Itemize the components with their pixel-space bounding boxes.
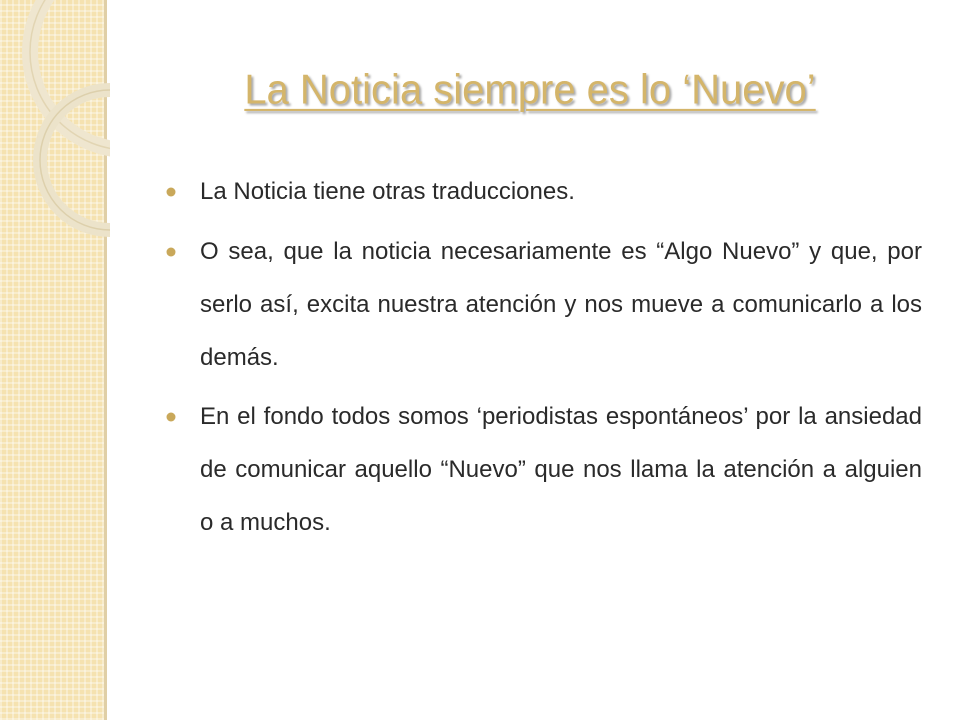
bullet-item (200, 165, 922, 218)
bullet-text: O sea, que la noticia necesariamente es “Algo Nuevo” y que, por serlo así, excita nuestra atención y nos mueve a comunicarlo a los demás. (200, 238, 922, 371)
round-bullet-icon (166, 412, 176, 422)
bullet-item (200, 225, 922, 384)
slide-title: La Noticia siempre es lo ‘Nuevo’ (244, 66, 816, 114)
bullet-item (200, 390, 922, 549)
round-bullet-icon (166, 187, 176, 197)
bullet-list (200, 165, 922, 559)
round-bullet-icon (166, 247, 176, 257)
bullet-text: En el fondo todos somos ‘periodistas espontáneos’ por la ansiedad de comunicar aquello “Nuevo” que nos llama la atención a alguien o a muchos. (200, 403, 922, 536)
decorative-circles-icon (0, 0, 110, 240)
bullet-text: La Noticia tiene otras traducciones. (200, 178, 575, 205)
